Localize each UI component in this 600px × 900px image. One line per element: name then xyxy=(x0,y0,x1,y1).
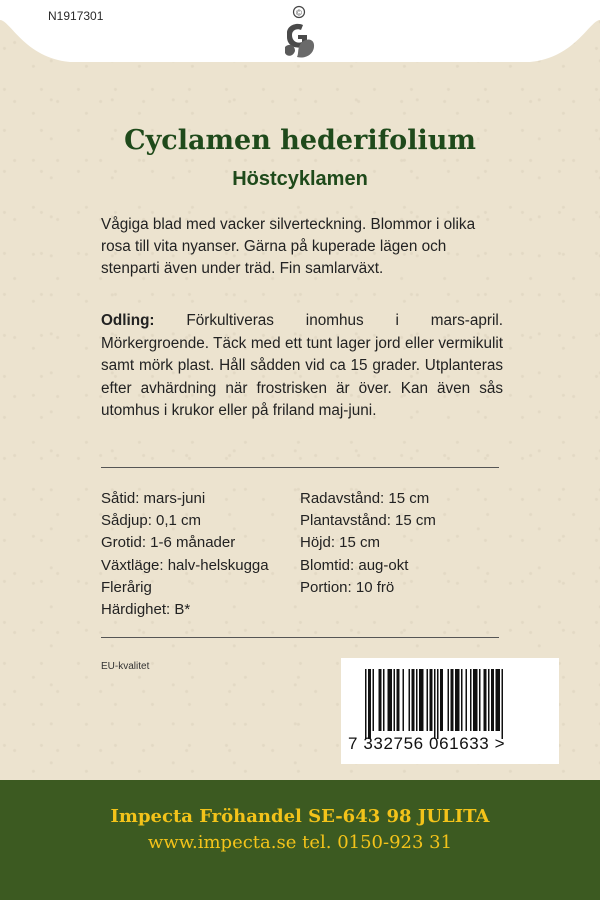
barcode-bar xyxy=(451,669,454,731)
fact-height: Höjd: 15 cm xyxy=(300,534,381,552)
latin-name-title: Cyclamen hederifolium xyxy=(124,125,476,156)
barcode-bar xyxy=(388,669,393,731)
barcode-bar xyxy=(437,669,439,739)
fact-location: Växtläge: halv-helskugga xyxy=(101,556,269,574)
cultivation-label: Odling: xyxy=(101,312,155,329)
fact-row-spacing: Radavstånd: 15 cm xyxy=(300,490,430,507)
barcode-bar xyxy=(466,669,468,731)
fact-bloom-time: Blomtid: aug-okt xyxy=(300,556,409,574)
barcode-bar xyxy=(496,669,501,731)
barcode-bar xyxy=(365,669,367,739)
divider-top xyxy=(101,467,499,468)
barcode-bar xyxy=(409,669,411,731)
product-code: N1917301 xyxy=(48,9,104,23)
barcode-bar xyxy=(455,669,460,731)
barcode-bar xyxy=(419,669,424,731)
footer-company-address: Impecta Fröhandel SE-643 98 JULITA xyxy=(110,806,490,827)
barcode-bar xyxy=(484,669,487,731)
cultivation-text: Förkultiveras inomhus i mars-april. Mörkergroende. Täck med ett tunt lager jord eller vermikulit samt mörk plast. Håll sådden vid ca 15 grader. Utplanteras efter avhärdning när frostrisken är över. Kan även sås utomhus i krukor eller på friland maj-juni. xyxy=(101,312,503,419)
copyright-symbol: © xyxy=(296,8,302,18)
barcode-digits: 7 332756 061633 > xyxy=(348,734,506,753)
fact-hardiness: Härdighet: B* xyxy=(101,601,191,619)
barcode-bar xyxy=(448,669,450,731)
fact-sowing-depth: Sådjup: 0,1 cm xyxy=(101,512,202,530)
impecta-logo-icon xyxy=(277,3,321,65)
barcode-bar xyxy=(403,669,405,731)
barcode-bar xyxy=(470,669,472,731)
barcode-bar xyxy=(491,669,494,731)
barcode-bar xyxy=(427,669,429,731)
facts-left-column xyxy=(101,488,301,621)
barcode-bar xyxy=(440,669,443,731)
barcode-bar xyxy=(488,669,490,731)
barcode-bar xyxy=(368,669,371,739)
barcode-bar xyxy=(373,669,375,731)
cultivation-paragraph xyxy=(101,310,503,423)
fact-germination-time: Grotid: 1-6 månader xyxy=(101,534,236,552)
barcode-bar xyxy=(430,669,433,731)
barcode-bar xyxy=(461,669,463,731)
fact-plant-spacing: Plantavstånd: 15 cm xyxy=(300,512,436,530)
divider-bottom xyxy=(101,637,499,638)
barcode-bar xyxy=(397,669,400,731)
quality-label: EU-kvalitet xyxy=(101,661,150,672)
barcode-bar xyxy=(473,669,478,731)
fact-perennial: Flerårig xyxy=(101,578,152,596)
barcode-bar xyxy=(412,669,415,731)
description-paragraph: Vågiga blad med vacker silverteckning. Blommor i olika rosa till vita nyanser. Gärna på kuperade lägen och stenparti även under träd. Fin samlarväxt. xyxy=(101,216,476,277)
fact-portion: Portion: 10 frö xyxy=(300,578,395,596)
barcode-bar xyxy=(416,669,418,731)
fact-sowing-time: Såtid: mars-juni xyxy=(101,490,206,507)
barcode-bar xyxy=(479,669,481,731)
footer-website-phone: www.impecta.se tel. 0150-923 31 xyxy=(147,832,453,853)
barcode-bar xyxy=(434,669,436,739)
swedish-name-subtitle: Höstcyklamen xyxy=(232,168,368,190)
facts-right-column xyxy=(300,488,500,599)
barcode xyxy=(341,658,559,764)
barcode-bar xyxy=(502,669,504,739)
barcode-bar xyxy=(394,669,396,731)
barcode-bar xyxy=(379,669,382,731)
barcode-bar xyxy=(383,669,385,731)
